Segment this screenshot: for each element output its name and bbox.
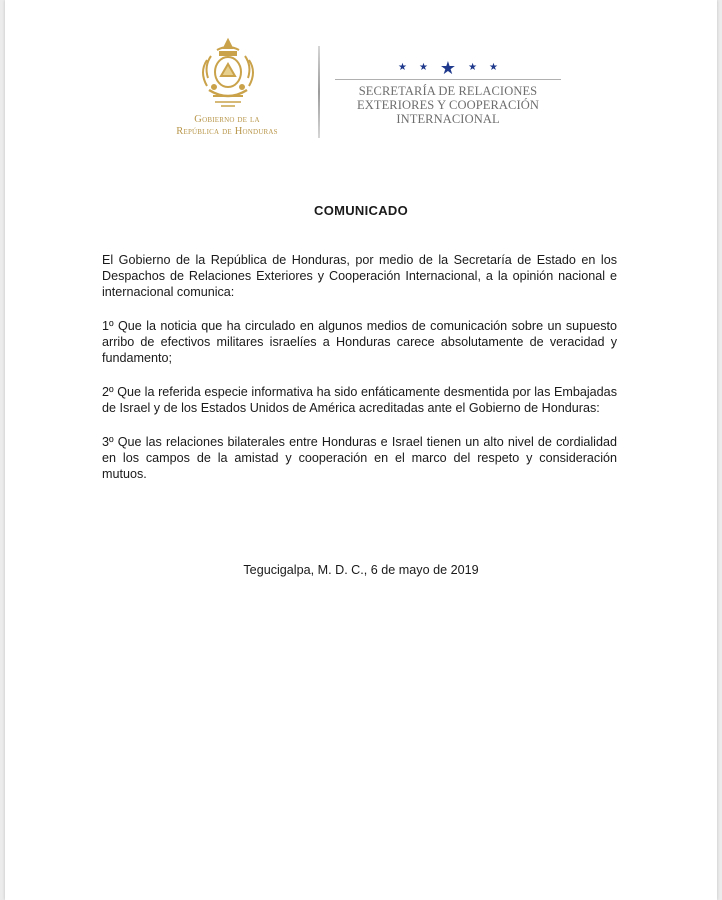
star-icon: ★	[397, 62, 407, 73]
paragraph-intro: El Gobierno de la República de Honduras, por medio de la Secretaría de Estado en los Despachos de Relaciones Exteriores y Cooperación Internacional, a la opinión nacional e internacional comunica:	[102, 253, 617, 299]
star-icon: ★	[418, 62, 428, 73]
honduras-coat-of-arms-icon	[195, 36, 261, 114]
ministry-name	[335, 84, 561, 126]
dateline: Tegucigalpa, M. D. C., 6 de mayo de 2019	[243, 563, 479, 577]
document-page	[5, 0, 717, 900]
letterhead-divider	[318, 46, 320, 138]
ministry-stars	[393, 57, 503, 79]
ministry-name-line2: EXTERIORES Y COOPERACIÓN	[356, 98, 540, 112]
letterhead	[5, 0, 717, 150]
government-name-line2: República de Honduras	[176, 126, 278, 137]
star-icon: ★	[468, 62, 478, 73]
document-body	[102, 252, 617, 500]
ministry-name-line1: SECRETARÍA DE RELACIONES	[358, 84, 538, 98]
paragraph-point-1: 1º Que la noticia que ha circulado en algunos medios de comunicación sobre un supuesto arribo de efectivos militares israelíes a Honduras carece absolutamente de veracidad y fundamento;	[102, 319, 617, 365]
ministry-rule	[335, 79, 561, 80]
paragraph-point-3: 3º Que las relaciones bilaterales entre Honduras e Israel tienen un alto nivel de cordialidad en los campos de la amistad y cooperación en el marco del respeto y consideración mutuos.	[102, 435, 617, 481]
paragraph-point-2: 2º Que la referida especie informativa ha sido enfáticamente desmentida por las Embajadas de Israel y de los Estados Unidos de América acreditadas ante el Gobierno de Honduras:	[102, 385, 617, 415]
star-icon: ★	[489, 62, 498, 73]
document-title: COMUNICADO	[314, 203, 408, 218]
government-name-line1: Gobierno de la	[194, 114, 260, 125]
ministry-name-line3: INTERNACIONAL	[396, 112, 500, 126]
government-name	[147, 114, 307, 138]
star-icon: ★	[439, 58, 457, 78]
